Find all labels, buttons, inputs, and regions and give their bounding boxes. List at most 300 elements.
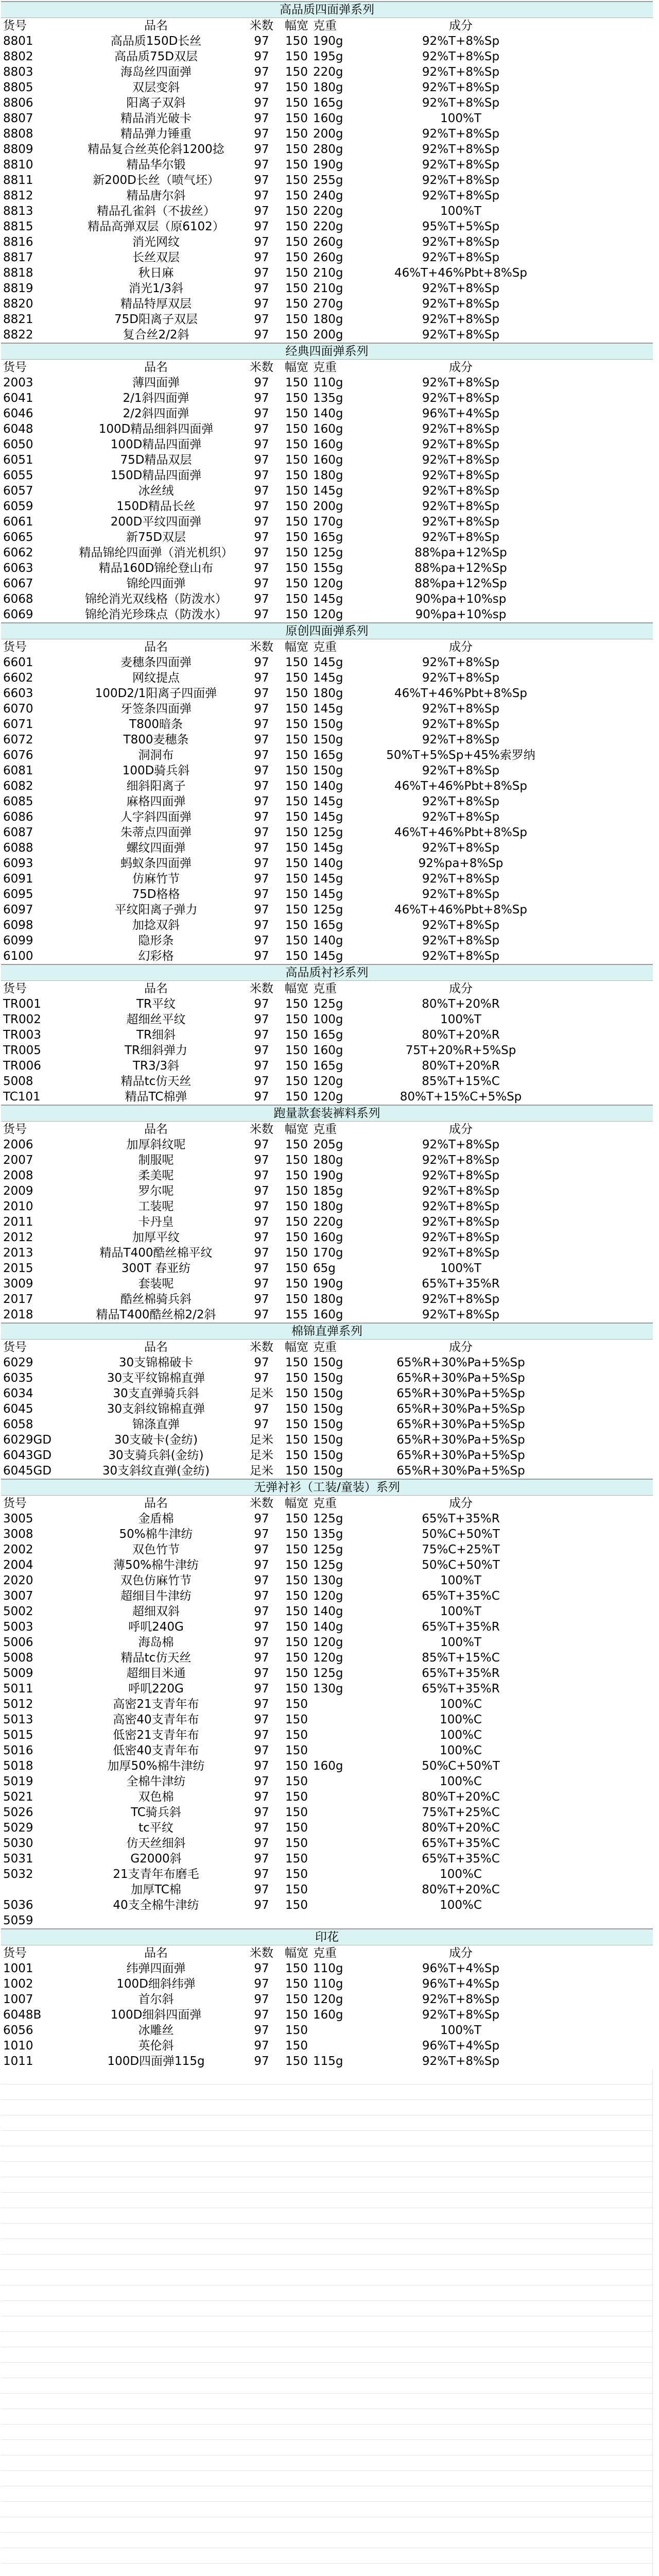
cell-meter[interactable]: 97 — [254, 1512, 269, 1526]
cell-code[interactable]: 3005 — [3, 1512, 33, 1526]
cell-name[interactable]: 高品质150D长丝 — [110, 35, 202, 48]
cell-weight[interactable]: 180g — [313, 1154, 343, 1167]
cell-width[interactable]: 150 — [285, 1605, 308, 1618]
cell-weight[interactable]: 170g — [313, 1246, 343, 1260]
cell-meter[interactable]: 97 — [254, 1154, 269, 1167]
cell-code[interactable]: 6086 — [3, 810, 33, 824]
header-comp[interactable]: 成分 — [449, 1123, 473, 1136]
cell-meter[interactable]: 97 — [254, 143, 269, 156]
cell-meter[interactable]: 97 — [254, 1090, 269, 1104]
cell-code[interactable]: TR005 — [3, 1044, 41, 1057]
cell-name[interactable]: 英伦斜 — [138, 2039, 174, 2053]
cell-comp[interactable] — [365, 1913, 557, 1928]
cell-meter[interactable]: 足米 — [250, 1387, 273, 1400]
cell-code[interactable]: 3007 — [3, 1589, 33, 1603]
cell-comp[interactable]: 92%T+8%Sp — [422, 950, 500, 963]
cell-code[interactable]: 5011 — [3, 1682, 33, 1696]
cell-width[interactable]: 150 — [285, 1993, 308, 2006]
cell-width[interactable]: 150 — [285, 127, 308, 141]
cell-name[interactable]: 精品华尔锻 — [126, 158, 186, 172]
cell-comp[interactable]: 80%T+20%R — [422, 1059, 500, 1073]
cell-meter[interactable]: 97 — [254, 1977, 269, 1991]
cell-code[interactable]: 5009 — [3, 1667, 33, 1680]
cell-name[interactable]: 双色棉 — [138, 1790, 174, 1804]
cell-width[interactable]: 150 — [285, 1852, 308, 1866]
cell-width[interactable]: 150 — [285, 143, 308, 156]
cell-weight[interactable] — [312, 1712, 365, 1727]
cell-code[interactable]: 8822 — [3, 328, 33, 342]
cell-name[interactable]: 长丝双层 — [132, 251, 180, 264]
cell-comp[interactable]: 92%T+8%Sp — [422, 810, 500, 824]
cell-meter[interactable]: 97 — [254, 592, 269, 606]
cell-width[interactable]: 150 — [285, 872, 308, 886]
cell-weight[interactable] — [312, 1805, 365, 1820]
cell-code[interactable]: 6029GD — [3, 1433, 52, 1447]
cell-weight[interactable]: 100g — [313, 1013, 343, 1026]
cell-width[interactable]: 150 — [285, 919, 308, 932]
cell-code[interactable]: 6057 — [3, 484, 33, 498]
cell-code[interactable]: 5019 — [3, 1775, 33, 1788]
cell-width[interactable]: 150 — [285, 1215, 308, 1229]
cell-width[interactable]: 150 — [285, 997, 308, 1011]
cell-meter[interactable]: 97 — [254, 903, 269, 917]
cell-name[interactable]: 精品高弹双层（原6102） — [88, 220, 224, 233]
cell-width[interactable]: 150 — [285, 1293, 308, 1306]
cell-code[interactable]: 6072 — [3, 733, 33, 747]
cell-weight[interactable]: 260g — [313, 235, 343, 249]
cell-meter[interactable]: 97 — [254, 810, 269, 824]
cell-code[interactable]: 5003 — [3, 1620, 33, 1634]
cell-name[interactable]: 牙签条四面弹 — [120, 702, 192, 716]
cell-code[interactable]: 6045 — [3, 1402, 33, 1416]
cell-weight[interactable]: 200g — [313, 500, 343, 513]
cell-meter[interactable]: 足米 — [250, 1433, 273, 1447]
cell-comp[interactable]: 65%R+30%Pa+5%Sp — [396, 1356, 525, 1369]
cell-meter[interactable]: 97 — [254, 795, 269, 808]
cell-width[interactable]: 150 — [285, 1059, 308, 1073]
cell-comp[interactable]: 100%C — [440, 1698, 482, 1711]
cell-comp[interactable]: 90%pa+10%sp — [415, 608, 507, 621]
cell-weight[interactable]: 165g — [313, 96, 343, 110]
cell-meter[interactable]: 97 — [254, 2055, 269, 2068]
cell-comp[interactable]: 46%T+46%Pbt+8%Sp — [394, 779, 527, 793]
cell-comp[interactable]: 65%T+35%R — [422, 1620, 500, 1634]
cell-meter[interactable]: 97 — [254, 1605, 269, 1618]
cell-weight[interactable] — [312, 1820, 365, 1836]
cell-comp[interactable]: 92%T+8%Sp — [422, 1154, 500, 1167]
cell-code[interactable]: 6051 — [3, 453, 33, 467]
cell-comp[interactable]: 92%T+8%Sp — [422, 2008, 500, 2022]
cell-code[interactable]: TR002 — [3, 1013, 41, 1026]
cell-meter[interactable]: 97 — [254, 1821, 269, 1835]
cell-weight[interactable] — [312, 1697, 365, 1712]
cell-comp[interactable]: 65%T+35%R — [422, 1682, 500, 1696]
cell-name[interactable]: 锦纶四面弹 — [126, 577, 186, 590]
cell-comp[interactable]: 92%T+8%Sp — [422, 888, 500, 901]
cell-weight[interactable]: 185g — [313, 1184, 343, 1198]
cell-weight[interactable]: 115g — [313, 2055, 343, 2068]
cell-weight[interactable]: 145g — [313, 484, 343, 498]
cell-meter[interactable]: 97 — [254, 656, 269, 669]
cell-name[interactable]: 30支锦棉破卡 — [118, 1356, 194, 1369]
cell-name[interactable]: 全棉牛津纺 — [126, 1775, 186, 1788]
header-weight[interactable]: 克重 — [313, 640, 337, 654]
cell-comp[interactable]: 85%T+15%C — [422, 1075, 500, 1088]
cell-meter[interactable]: 97 — [254, 1744, 269, 1757]
cell-code[interactable]: 8813 — [3, 205, 33, 218]
cell-width[interactable]: 150 — [285, 453, 308, 467]
cell-comp[interactable]: 100%C — [440, 1868, 482, 1881]
cell-code[interactable]: 6071 — [3, 718, 33, 731]
cell-code[interactable]: 3008 — [3, 1528, 33, 1541]
cell-code[interactable]: 6061 — [3, 515, 33, 529]
cell-code[interactable]: 2013 — [3, 1246, 33, 1260]
cell-weight[interactable]: 150g — [313, 1387, 343, 1400]
cell-meter[interactable]: 97 — [254, 1059, 269, 1073]
cell-name[interactable]: 50%棉牛津纺 — [119, 1528, 193, 1541]
cell-width[interactable]: 150 — [285, 888, 308, 901]
cell-name[interactable]: 秋日麻 — [138, 266, 174, 280]
cell-meter[interactable]: 97 — [254, 453, 269, 467]
cell-code[interactable]: 8817 — [3, 251, 33, 264]
cell-comp[interactable]: 100%C — [440, 1713, 482, 1726]
header-code[interactable]: 货号 — [3, 1497, 27, 1510]
cell-code[interactable]: 2008 — [3, 1169, 33, 1182]
cell-name[interactable]: 阳离子双斜 — [126, 96, 186, 110]
cell-width[interactable]: 150 — [285, 1759, 308, 1773]
cell-comp[interactable]: 92%T+8%Sp — [422, 671, 500, 685]
header-meter[interactable]: 米数 — [250, 1497, 273, 1510]
cell-width[interactable]: 150 — [285, 1449, 308, 1462]
cell-weight[interactable]: 165g — [313, 1059, 343, 1073]
header-name[interactable]: 品名 — [144, 640, 168, 654]
section-title[interactable]: 印花 — [1, 1928, 653, 1945]
cell-weight[interactable]: 150g — [313, 718, 343, 731]
cell-weight[interactable]: 170g — [313, 515, 343, 529]
cell-name[interactable]: 仿麻竹节 — [132, 872, 180, 886]
cell-width[interactable]: 150 — [285, 671, 308, 685]
header-code[interactable]: 货号 — [3, 1123, 27, 1136]
cell-code[interactable]: TR003 — [3, 1028, 41, 1042]
cell-meter[interactable]: 97 — [254, 950, 269, 963]
cell-meter[interactable]: 97 — [254, 1667, 269, 1680]
cell-comp[interactable]: 92%T+8%Sp — [422, 531, 500, 544]
cell-code[interactable]: 8810 — [3, 158, 33, 172]
cell-name[interactable]: 双层变斜 — [132, 81, 180, 94]
cell-comp[interactable]: 46%T+46%Pbt+8%Sp — [394, 903, 527, 917]
cell-weight[interactable]: 270g — [313, 297, 343, 311]
cell-meter[interactable]: 97 — [254, 35, 269, 48]
cell-code[interactable]: 6062 — [3, 546, 33, 560]
cell-meter[interactable]: 97 — [254, 872, 269, 886]
cell-code[interactable]: 8803 — [3, 65, 33, 79]
cell-meter[interactable]: 97 — [254, 841, 269, 855]
cell-comp[interactable]: 100%C — [440, 1744, 482, 1757]
cell-name[interactable]: TR3/3斜 — [132, 1059, 180, 1073]
cell-weight[interactable]: 165g — [313, 1028, 343, 1042]
cell-code[interactable]: 8816 — [3, 235, 33, 249]
cell-name[interactable]: 精品弹力锤重 — [120, 127, 192, 141]
cell-width[interactable]: 150 — [285, 35, 308, 48]
cell-comp[interactable]: 92%T+8%Sp — [422, 764, 500, 777]
cell-name[interactable]: 300T 春亚纺 — [121, 1262, 191, 1275]
cell-meter[interactable]: 97 — [254, 1883, 269, 1896]
cell-name[interactable]: 卡丹皇 — [138, 1215, 174, 1229]
cell-comp[interactable]: 92%T+8%Sp — [422, 1215, 500, 1229]
cell-weight[interactable]: 280g — [313, 143, 343, 156]
cell-code[interactable]: 2007 — [3, 1154, 33, 1167]
header-width[interactable]: 幅宽 — [285, 1946, 308, 1960]
cell-name[interactable]: 隐形条 — [138, 934, 174, 947]
cell-weight[interactable]: 120g — [313, 1993, 343, 2006]
cell-meter[interactable]: 97 — [254, 1728, 269, 1742]
cell-code[interactable]: 6050 — [3, 438, 33, 451]
cell-code[interactable]: 6602 — [3, 671, 33, 685]
cell-name[interactable]: 加厚50%棉牛津纺 — [107, 1759, 205, 1773]
section-title[interactable]: 无弹衬衫（工装/童装）系列 — [1, 1479, 653, 1496]
cell-code[interactable]: 5002 — [3, 1605, 33, 1618]
cell-comp[interactable]: 92%T+8%Sp — [422, 251, 500, 264]
cell-weight[interactable]: 135g — [313, 392, 343, 405]
cell-code[interactable]: 6063 — [3, 562, 33, 575]
cell-code[interactable]: 5021 — [3, 1790, 33, 1804]
header-width[interactable]: 幅宽 — [285, 982, 308, 995]
cell-width[interactable]: 150 — [285, 500, 308, 513]
cell-weight[interactable]: 210g — [313, 282, 343, 295]
cell-code[interactable]: 8806 — [3, 96, 33, 110]
cell-name[interactable]: 2/2斜四面弹 — [123, 407, 189, 420]
cell-width[interactable]: 150 — [285, 1464, 308, 1478]
cell-comp[interactable]: 100%T — [440, 2024, 481, 2037]
cell-comp[interactable]: 92%T+8%Sp — [422, 50, 500, 63]
cell-width[interactable]: 150 — [285, 1728, 308, 1742]
cell-comp[interactable]: 92%pa+8%Sp — [418, 857, 504, 870]
cell-name[interactable]: 麦穗条四面弹 — [120, 656, 192, 669]
cell-name[interactable]: 100D精品四面弹 — [110, 438, 202, 451]
cell-name[interactable]: TR细斜 — [136, 1028, 176, 1042]
cell-comp[interactable]: 80%T+20%C — [422, 1821, 500, 1835]
cell-width[interactable]: 150 — [285, 1883, 308, 1896]
cell-code[interactable]: 2006 — [3, 1138, 33, 1151]
cell-weight[interactable]: 125g — [313, 1512, 343, 1526]
cell-comp[interactable]: 92%T+8%Sp — [422, 282, 500, 295]
cell-name[interactable]: 新200D长丝（喷气坯） — [93, 174, 219, 187]
cell-weight[interactable]: 125g — [313, 997, 343, 1011]
cell-meter[interactable]: 97 — [254, 1013, 269, 1026]
cell-comp[interactable]: 92%T+8%Sp — [422, 484, 500, 498]
cell-weight[interactable]: 150g — [313, 1402, 343, 1416]
section-title[interactable]: 经典四面弹系列 — [1, 343, 653, 360]
cell-width[interactable]: 150 — [285, 1231, 308, 1244]
cell-weight[interactable]: 145g — [313, 795, 343, 808]
cell-name[interactable]: 200D平纹四面弹 — [110, 515, 202, 529]
cell-weight[interactable]: 150g — [313, 1356, 343, 1369]
cell-name[interactable]: 精品tc仿天丝 — [120, 1651, 192, 1665]
cell-name[interactable]: 30支平纹锦棉直弹 — [107, 1371, 205, 1385]
cell-weight[interactable]: 210g — [313, 266, 343, 280]
cell-weight[interactable]: 260g — [313, 251, 343, 264]
cell-meter[interactable]: 97 — [254, 174, 269, 187]
cell-name[interactable]: 75D格格 — [132, 888, 180, 901]
cell-weight[interactable]: 65g — [313, 1262, 336, 1275]
cell-name[interactable]: 双色竹节 — [132, 1543, 180, 1556]
cell-code[interactable]: 5059 — [3, 1914, 33, 1927]
cell-code[interactable]: 6088 — [3, 841, 33, 855]
cell-comp[interactable]: 96%T+4%Sp — [422, 1977, 500, 1991]
cell-code[interactable]: 6034 — [3, 1387, 33, 1400]
cell-weight[interactable]: 125g — [313, 903, 343, 917]
cell-name[interactable]: 网纹提点 — [132, 671, 180, 685]
cell-comp[interactable]: 92%T+8%Sp — [422, 919, 500, 932]
cell-name[interactable]: TC骑兵斜 — [131, 1806, 181, 1819]
cell-name[interactable]: 复合丝2/2斜 — [123, 328, 189, 342]
cell-name[interactable]: 朱蒂点四面弹 — [120, 826, 192, 839]
cell-code[interactable]: 6046 — [3, 407, 33, 420]
cell-weight[interactable]: 140g — [313, 934, 343, 947]
cell-comp[interactable]: 92%T+8%Sp — [422, 1231, 500, 1244]
cell-meter[interactable]: 97 — [254, 484, 269, 498]
cell-width[interactable]: 150 — [285, 1962, 308, 1975]
cell-width[interactable]: 150 — [285, 328, 308, 342]
cell-comp[interactable]: 85%T+15%C — [422, 1651, 500, 1665]
cell-weight[interactable]: 160g — [313, 1308, 343, 1321]
cell-weight[interactable]: 145g — [313, 702, 343, 716]
cell-name[interactable]: 21支青年布磨毛 — [113, 1868, 199, 1881]
cell-weight[interactable]: 165g — [313, 749, 343, 762]
cell-weight[interactable]: 150g — [313, 764, 343, 777]
cell-weight[interactable]: 150g — [313, 1371, 343, 1385]
cell-weight[interactable]: 140g — [313, 1620, 343, 1634]
cell-width[interactable]: 150 — [285, 1433, 308, 1447]
cell-meter[interactable]: 97 — [254, 392, 269, 405]
header-comp[interactable]: 成分 — [449, 1946, 473, 1960]
cell-name[interactable]: 精品锦纶四面弹（消光机织） — [79, 546, 233, 560]
cell-width[interactable]: 150 — [285, 1512, 308, 1526]
cell-comp[interactable]: 65%R+30%Pa+5%Sp — [396, 1433, 525, 1447]
cell-width[interactable]: 150 — [285, 656, 308, 669]
cell-comp[interactable]: 50%C+50%T — [422, 1528, 500, 1541]
cell-weight[interactable] — [312, 1882, 365, 1897]
cell-comp[interactable]: 92%T+8%Sp — [422, 718, 500, 731]
cell-comp[interactable]: 65%T+35%C — [422, 1837, 500, 1850]
cell-width[interactable]: 150 — [285, 687, 308, 700]
cell-code[interactable]: 2015 — [3, 1262, 33, 1275]
cell-code[interactable]: 8819 — [3, 282, 33, 295]
cell-width[interactable]: 150 — [285, 392, 308, 405]
cell-width[interactable]: 150 — [285, 1200, 308, 1213]
cell-width[interactable]: 150 — [285, 407, 308, 420]
cell-name[interactable]: 超细双斜 — [132, 1605, 180, 1618]
cell-code[interactable]: 5008 — [3, 1075, 33, 1088]
cell-comp[interactable]: 100%T — [440, 1013, 481, 1026]
cell-comp[interactable]: 100%T — [440, 112, 481, 125]
cell-meter[interactable]: 97 — [254, 1574, 269, 1587]
cell-name[interactable]: 新75D双层 — [126, 531, 186, 544]
header-name[interactable]: 品名 — [144, 1123, 168, 1136]
cell-weight[interactable]: 220g — [313, 220, 343, 233]
cell-comp[interactable]: 100%T — [440, 205, 481, 218]
cell-weight[interactable]: 205g — [313, 1138, 343, 1151]
cell-code[interactable]: 3009 — [3, 1277, 33, 1291]
cell-meter[interactable]: 97 — [254, 531, 269, 544]
cell-code[interactable]: 8809 — [3, 143, 33, 156]
cell-code[interactable]: 2009 — [3, 1184, 33, 1198]
cell-comp[interactable]: 80%T+20%C — [422, 1790, 500, 1804]
cell-weight[interactable]: 130g — [313, 1682, 343, 1696]
cell-weight[interactable] — [312, 1867, 365, 1882]
cell-name[interactable]: T800暗条 — [129, 718, 183, 731]
cell-comp[interactable]: 96%T+4%Sp — [422, 2039, 500, 2053]
cell-meter[interactable]: 97 — [254, 1636, 269, 1649]
cell-code[interactable]: 6055 — [3, 469, 33, 482]
cell-code[interactable]: 5032 — [3, 1868, 33, 1881]
header-width[interactable]: 幅宽 — [285, 1341, 308, 1354]
cell-width[interactable]: 150 — [285, 2039, 308, 2053]
cell-meter[interactable]: 97 — [254, 1200, 269, 1213]
cell-name[interactable]: 超细丝平纹 — [126, 1013, 186, 1026]
header-name[interactable]: 品名 — [144, 361, 168, 374]
cell-meter[interactable]: 97 — [254, 1075, 269, 1088]
cell-meter[interactable]: 足米 — [250, 1449, 273, 1462]
cell-code[interactable]: 5031 — [3, 1852, 33, 1866]
cell-code[interactable]: 6041 — [3, 392, 33, 405]
cell-comp[interactable]: 65%R+30%Pa+5%Sp — [396, 1449, 525, 1462]
cell-comp[interactable]: 92%T+8%Sp — [422, 174, 500, 187]
cell-weight[interactable]: 240g — [313, 189, 343, 202]
cell-meter[interactable]: 97 — [254, 1651, 269, 1665]
cell-name[interactable]: 低密40支青年布 — [113, 1744, 199, 1757]
cell-code[interactable]: 5012 — [3, 1698, 33, 1711]
cell-width[interactable]: 150 — [285, 2024, 308, 2037]
cell-width[interactable]: 150 — [285, 1899, 308, 1912]
cell-meter[interactable]: 97 — [254, 857, 269, 870]
cell-width[interactable]: 150 — [285, 1713, 308, 1726]
cell-name[interactable]: 高密40支青年布 — [113, 1713, 199, 1726]
header-meter[interactable]: 米数 — [250, 1946, 273, 1960]
cell-weight[interactable] — [312, 2038, 365, 2054]
cell-code[interactable]: 5008 — [3, 1651, 33, 1665]
cell-comp[interactable]: 65%R+30%Pa+5%Sp — [396, 1464, 525, 1478]
cell-width[interactable]: 150 — [285, 1277, 308, 1291]
cell-code[interactable]: 1011 — [3, 2055, 33, 2068]
header-comp[interactable]: 成分 — [449, 982, 473, 995]
cell-meter[interactable]: 97 — [254, 438, 269, 451]
cell-comp[interactable]: 92%T+8%Sp — [422, 733, 500, 747]
cell-code[interactable]: 6070 — [3, 702, 33, 716]
cell-comp[interactable]: 95%T+5%Sp — [422, 220, 500, 233]
cell-name[interactable]: 螺纹四面弹 — [126, 841, 186, 855]
header-meter[interactable]: 米数 — [250, 982, 273, 995]
cell-weight[interactable]: 140g — [313, 857, 343, 870]
cell-weight[interactable]: 120g — [313, 1090, 343, 1104]
cell-meter[interactable]: 97 — [254, 1371, 269, 1385]
cell-code[interactable]: 1007 — [3, 1993, 33, 2006]
cell-code[interactable]: 5018 — [3, 1759, 33, 1773]
cell-code[interactable]: 2018 — [3, 1308, 33, 1321]
cell-meter[interactable]: 97 — [254, 1044, 269, 1057]
cell-width[interactable]: 150 — [285, 1528, 308, 1541]
cell-width[interactable]: 150 — [285, 174, 308, 187]
cell-comp[interactable]: 75%C+25%T — [422, 1543, 500, 1556]
cell-name[interactable]: 超细目米通 — [126, 1667, 186, 1680]
cell-name[interactable]: 加捻双斜 — [132, 919, 180, 932]
cell-comp[interactable]: 92%T+8%Sp — [422, 453, 500, 467]
cell-name[interactable]: 精品TC棉弹 — [125, 1090, 187, 1104]
header-code[interactable]: 货号 — [3, 982, 27, 995]
cell-name[interactable]: 呼叽240G — [128, 1620, 184, 1634]
cell-meter[interactable]: 97 — [254, 251, 269, 264]
cell-weight[interactable]: 160g — [313, 453, 343, 467]
